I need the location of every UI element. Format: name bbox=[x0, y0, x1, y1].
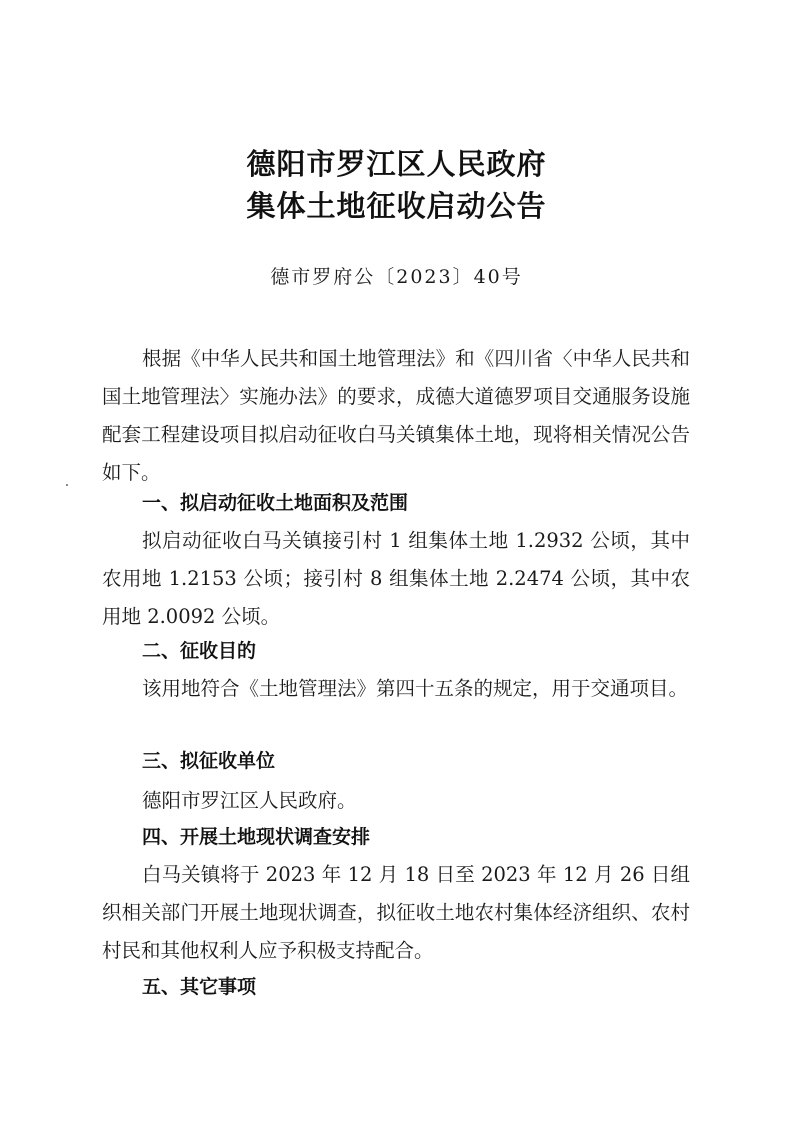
document-number: 德市罗府公〔2023〕40号 bbox=[270, 266, 523, 288]
section-heading-1: 一、拟启动征收土地面积及范围 bbox=[142, 492, 409, 514]
scan-speck bbox=[66, 484, 68, 486]
section-heading-4: 四、开展土地现状调查安排 bbox=[142, 826, 371, 848]
section-heading-3: 三、拟征收单位 bbox=[142, 750, 276, 772]
section-heading-2: 二、征收目的 bbox=[142, 640, 257, 662]
section-body-4: 白马关镇将于 2023 年 12 月 18 日至 2023 年 12 月 26 日组织相关部门开展土地现状调查，拟征收土地农村集体经济组织、农村村民和其他权利人应予积极支持配合。 bbox=[102, 863, 690, 962]
intro-paragraph: 根据《中华人民共和国土地管理法》和《四川省〈中华人民共和国土地管理法〉实施办法》的要求，成德大道德罗项目交通服务设施配套工程建设项目拟启动征收白马关镇集体土地，现将相关情况公告如下。 bbox=[102, 347, 690, 484]
document-title-line-2: 集体土地征收启动公告 bbox=[246, 189, 547, 223]
section-heading-5: 五、其它事项 bbox=[142, 976, 257, 998]
document-title-line-1: 德阳市罗江区人民政府 bbox=[246, 147, 547, 181]
section-body-2: 该用地符合《土地管理法》第四十五条的规定，用于交通项目。 bbox=[142, 677, 689, 700]
section-body-1: 拟启动征收白马关镇接引村 1 组集体土地 1.2932 公顷，其中农用地 1.2153 公顷；接引村 8 组集体土地 2.2474 公顷，其中农用地 2.0092 公顷。 bbox=[102, 529, 690, 628]
section-body-3: 德阳市罗江区人民政府。 bbox=[142, 789, 357, 812]
